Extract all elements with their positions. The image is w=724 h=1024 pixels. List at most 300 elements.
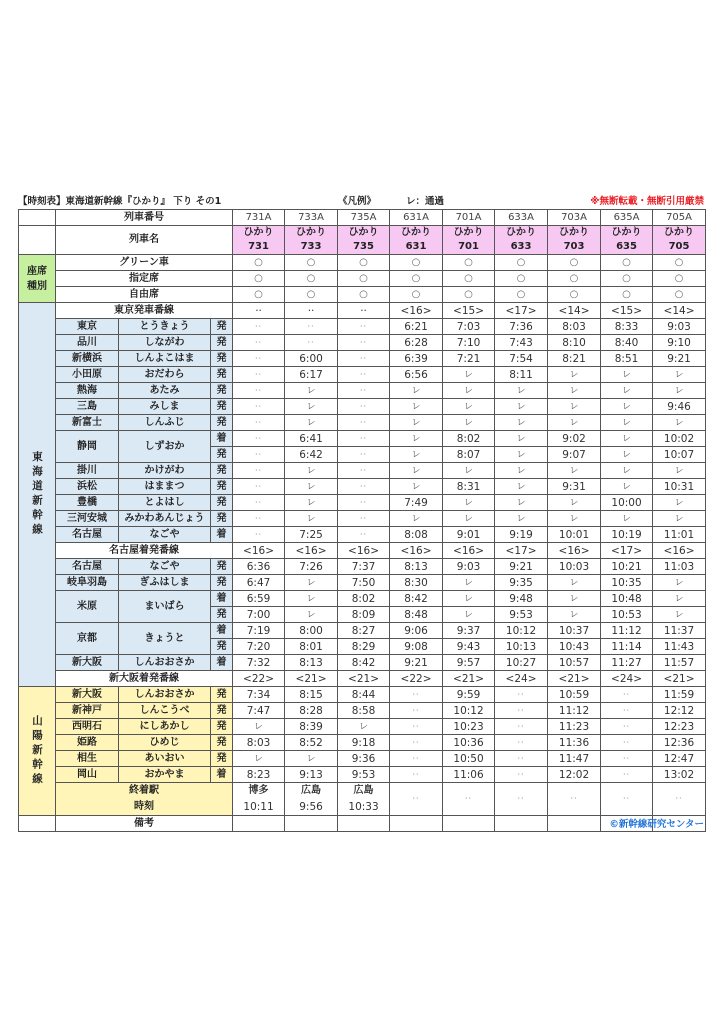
- station-kanji: 新大阪: [56, 655, 119, 671]
- time-cell: 8:13: [390, 559, 443, 575]
- terminal-cell: [285, 783, 338, 816]
- train-name-text: ひかり: [664, 227, 695, 238]
- time-cell: 12:23: [653, 719, 706, 735]
- seat-availability: ○: [233, 271, 285, 287]
- track-number: <17>: [495, 543, 548, 559]
- train-name-text: ひかり: [348, 227, 379, 238]
- terminal-cell: [233, 783, 285, 816]
- terminal-cell: [443, 783, 495, 816]
- time-cell: 7:00: [233, 607, 285, 623]
- page-title: 【時刻表】東海道新幹線『ひかり』 下り その1: [18, 196, 222, 207]
- track-number: <14>: [653, 303, 706, 319]
- arr-dep-marker: 発: [211, 319, 233, 335]
- time-cell: 9:01: [443, 527, 495, 543]
- time-cell: ··: [390, 751, 443, 767]
- time-cell: ··: [601, 767, 653, 783]
- station-kana: あたみ: [119, 383, 211, 399]
- arr-dep-marker: 発: [211, 639, 233, 655]
- arr-dep-marker: 着: [211, 527, 233, 543]
- seat-availability: ○: [601, 255, 653, 271]
- line-section: [19, 303, 56, 687]
- time-cell: 8:10: [548, 335, 601, 351]
- time-cell: レ: [390, 463, 443, 479]
- train-number: 705A: [653, 210, 706, 226]
- track-number: <21>: [548, 671, 601, 687]
- train-number: 703A: [548, 210, 601, 226]
- arr-dep-marker: 着: [211, 767, 233, 783]
- time-cell: 12:12: [653, 703, 706, 719]
- station-kanji: 三河安城: [56, 511, 119, 527]
- time-cell: レ: [601, 431, 653, 447]
- station-kana: おだわら: [119, 367, 211, 383]
- time-cell: レ: [338, 719, 390, 735]
- time-cell: 8:29: [338, 639, 390, 655]
- time-cell: ··: [338, 415, 390, 431]
- track-number: ··: [338, 303, 390, 319]
- time-cell: 9:08: [390, 639, 443, 655]
- time-cell: レ: [443, 415, 495, 431]
- train-name-number: 735: [353, 241, 374, 252]
- track-number: <21>: [285, 671, 338, 687]
- time-cell: 9:19: [495, 527, 548, 543]
- time-cell: 9:43: [443, 639, 495, 655]
- station-kanji: 岐阜羽島: [56, 575, 119, 591]
- time-cell: 9:53: [495, 607, 548, 623]
- station-kana: みかわあんじょう: [119, 511, 211, 527]
- time-cell: レ: [443, 511, 495, 527]
- station-kana: しんおおさか: [119, 655, 211, 671]
- time-cell: レ: [601, 511, 653, 527]
- time-cell: 10:03: [548, 559, 601, 575]
- track-number: <17>: [495, 303, 548, 319]
- time-cell: レ: [548, 367, 601, 383]
- time-cell: ··: [495, 767, 548, 783]
- station-kana: しながわ: [119, 335, 211, 351]
- seat-availability: ○: [548, 255, 601, 271]
- station-kana: まいばら: [119, 591, 211, 623]
- station-kanji: 相生: [56, 751, 119, 767]
- train-name-text: ひかり: [559, 227, 590, 238]
- station-kana: はままつ: [119, 479, 211, 495]
- time-cell: 11:36: [548, 735, 601, 751]
- remarks-cell: [233, 816, 285, 832]
- time-cell: ··: [390, 703, 443, 719]
- track-number: ··: [285, 303, 338, 319]
- timetable: [18, 209, 706, 832]
- blank-corner: [19, 226, 56, 255]
- time-cell: ··: [495, 735, 548, 751]
- remarks-cell: [285, 816, 338, 832]
- seat-availability: ○: [495, 255, 548, 271]
- time-cell: ··: [338, 431, 390, 447]
- time-cell: レ: [443, 399, 495, 415]
- time-cell: 8:01: [285, 639, 338, 655]
- arr-dep-marker: 発: [211, 495, 233, 511]
- station-kanji: 姫路: [56, 735, 119, 751]
- seat-availability: ○: [548, 271, 601, 287]
- time-cell: 11:23: [548, 719, 601, 735]
- arr-dep-marker: 発: [211, 703, 233, 719]
- time-cell: 10:21: [601, 559, 653, 575]
- station-kana: あいおい: [119, 751, 211, 767]
- time-cell: 12:47: [653, 751, 706, 767]
- time-cell: レ: [443, 591, 495, 607]
- time-cell: レ: [495, 383, 548, 399]
- track-number: <14>: [548, 303, 601, 319]
- remarks-cell: [443, 816, 495, 832]
- time-cell: レ: [601, 463, 653, 479]
- time-cell: レ: [285, 607, 338, 623]
- station-kana: しんふじ: [119, 415, 211, 431]
- remarks-cell: [338, 816, 390, 832]
- station-kana: ぎふはしま: [119, 575, 211, 591]
- time-cell: 8:21: [548, 351, 601, 367]
- seat-availability: ○: [390, 271, 443, 287]
- station-kanji: 静岡: [56, 431, 119, 463]
- arr-dep-marker: 着: [211, 623, 233, 639]
- time-cell: 9:10: [653, 335, 706, 351]
- arr-dep-marker: 発: [211, 447, 233, 463]
- train-name: [338, 226, 390, 255]
- train-number: 633A: [495, 210, 548, 226]
- time-cell: レ: [601, 479, 653, 495]
- time-cell: レ: [443, 575, 495, 591]
- time-cell: レ: [653, 591, 706, 607]
- time-cell: ··: [495, 719, 548, 735]
- station-kana: にしあかし: [119, 719, 211, 735]
- track-number: <21>: [338, 671, 390, 687]
- station-kana: しずおか: [119, 431, 211, 463]
- time-cell: 8:09: [338, 607, 390, 623]
- time-cell: ··: [338, 447, 390, 463]
- time-cell: 10:02: [653, 431, 706, 447]
- time-cell: ··: [233, 319, 285, 335]
- time-cell: 11:59: [653, 687, 706, 703]
- train-name-text: ひかり: [296, 227, 327, 238]
- time-cell: レ: [285, 383, 338, 399]
- time-cell: レ: [601, 383, 653, 399]
- seat-label-reserved: 指定席: [56, 271, 233, 287]
- terminal-station: ··: [622, 794, 631, 803]
- train-name-number: 731: [248, 241, 269, 252]
- time-cell: 8:42: [338, 655, 390, 671]
- terminal-cell: [601, 783, 653, 816]
- time-cell: 8:07: [443, 447, 495, 463]
- terminal-cell: [338, 783, 390, 816]
- time-cell: 11:12: [601, 623, 653, 639]
- time-cell: レ: [285, 751, 338, 767]
- time-cell: 11:01: [653, 527, 706, 543]
- train-name-number: 703: [563, 241, 585, 252]
- time-cell: レ: [653, 463, 706, 479]
- arr-dep-marker: 発: [211, 751, 233, 767]
- time-cell: レ: [548, 495, 601, 511]
- time-cell: 10:13: [495, 639, 548, 655]
- time-cell: ··: [233, 335, 285, 351]
- seat-availability: ○: [233, 255, 285, 271]
- station-kana: きょうと: [119, 623, 211, 655]
- time-cell: 8:03: [548, 319, 601, 335]
- time-cell: レ: [443, 367, 495, 383]
- time-cell: 10:37: [548, 623, 601, 639]
- time-cell: 6:59: [233, 591, 285, 607]
- train-name: [548, 226, 601, 255]
- time-cell: 10:50: [443, 751, 495, 767]
- time-cell: 8:51: [601, 351, 653, 367]
- terminal-time: 9:56: [299, 801, 323, 813]
- remarks-cell: [495, 816, 548, 832]
- time-cell: レ: [285, 399, 338, 415]
- track-number: <16>: [338, 543, 390, 559]
- train-name: [390, 226, 443, 255]
- track-number: <16>: [390, 543, 443, 559]
- time-cell: 8:08: [390, 527, 443, 543]
- time-cell: ··: [233, 495, 285, 511]
- time-cell: 7:10: [443, 335, 495, 351]
- seat-availability: ○: [285, 255, 338, 271]
- time-cell: 8:03: [233, 735, 285, 751]
- time-cell: 9:13: [285, 767, 338, 783]
- arr-dep-marker: 発: [211, 383, 233, 399]
- time-cell: 10:53: [601, 607, 653, 623]
- time-cell: 6:41: [285, 431, 338, 447]
- track-number: ··: [233, 303, 285, 319]
- station-kanji: 米原: [56, 591, 119, 623]
- time-cell: 8:30: [390, 575, 443, 591]
- time-cell: 7:47: [233, 703, 285, 719]
- time-cell: レ: [390, 399, 443, 415]
- time-cell: 9:06: [390, 623, 443, 639]
- terminal-cell: [390, 783, 443, 816]
- time-cell: ··: [338, 367, 390, 383]
- time-cell: 7:19: [233, 623, 285, 639]
- time-cell: 6:17: [285, 367, 338, 383]
- time-cell: ··: [601, 719, 653, 735]
- time-cell: 10:43: [548, 639, 601, 655]
- train-name-number: 705: [668, 241, 690, 252]
- seat-availability: ○: [390, 255, 443, 271]
- time-cell: 8:23: [233, 767, 285, 783]
- time-cell: 7:03: [443, 319, 495, 335]
- train-name-number: 633: [510, 241, 532, 252]
- train-name-text: ひかり: [611, 227, 642, 238]
- time-cell: 9:07: [548, 447, 601, 463]
- track-number: <16>: [548, 543, 601, 559]
- time-cell: ··: [285, 319, 338, 335]
- train-name-number: 733: [300, 241, 322, 252]
- seat-availability: ○: [495, 287, 548, 303]
- time-cell: 6:42: [285, 447, 338, 463]
- station-kanji: 名古屋: [56, 527, 119, 543]
- seat-type-section: 座席種別: [19, 255, 56, 303]
- seat-availability: ○: [653, 255, 706, 271]
- train-number: 701A: [443, 210, 495, 226]
- arr-dep-marker: 発: [211, 479, 233, 495]
- arr-dep-marker: 着: [211, 431, 233, 447]
- time-cell: 10:07: [653, 447, 706, 463]
- seat-availability: ○: [338, 255, 390, 271]
- time-cell: 8:13: [285, 655, 338, 671]
- time-cell: 9:21: [653, 351, 706, 367]
- station-kanji: 掛川: [56, 463, 119, 479]
- time-cell: ··: [338, 383, 390, 399]
- track-number: <22>: [390, 671, 443, 687]
- time-cell: レ: [653, 495, 706, 511]
- time-cell: レ: [653, 367, 706, 383]
- seat-availability: ○: [390, 287, 443, 303]
- time-cell: 8:33: [601, 319, 653, 335]
- line-section-label: 山陽新幹線: [31, 714, 43, 788]
- train-number: 735A: [338, 210, 390, 226]
- arr-dep-marker: 発: [211, 335, 233, 351]
- terminal-time: 10:11: [243, 801, 274, 813]
- time-cell: 10:01: [548, 527, 601, 543]
- arr-dep-marker: 着: [211, 591, 233, 607]
- blank-corner: [19, 816, 56, 832]
- time-cell: レ: [548, 415, 601, 431]
- time-cell: 8:58: [338, 703, 390, 719]
- time-cell: ··: [601, 735, 653, 751]
- time-cell: 11:27: [601, 655, 653, 671]
- time-cell: レ: [548, 607, 601, 623]
- arr-dep-marker: 発: [211, 559, 233, 575]
- station-kanji: 新大阪: [56, 687, 119, 703]
- terminal-time-label: 時刻: [134, 801, 155, 812]
- station-kanji: 新横浜: [56, 351, 119, 367]
- time-cell: ··: [233, 367, 285, 383]
- time-cell: 7:54: [495, 351, 548, 367]
- train-name-text: ひかり: [453, 227, 484, 238]
- track-label: 新大阪着発番線: [56, 671, 233, 687]
- time-cell: レ: [495, 431, 548, 447]
- time-cell: 10:23: [443, 719, 495, 735]
- station-kana: なごや: [119, 559, 211, 575]
- seat-availability: ○: [548, 287, 601, 303]
- time-cell: ··: [233, 447, 285, 463]
- train-number: 635A: [601, 210, 653, 226]
- terminal-time: 10:33: [348, 801, 379, 813]
- seat-availability: ○: [338, 287, 390, 303]
- time-cell: レ: [548, 575, 601, 591]
- terminal-station: ··: [517, 794, 525, 803]
- seat-availability: ○: [653, 271, 706, 287]
- time-cell: ··: [233, 415, 285, 431]
- time-cell: レ: [390, 479, 443, 495]
- seat-availability: ○: [285, 271, 338, 287]
- train-name-number: 701: [458, 241, 479, 252]
- time-cell: 10:12: [495, 623, 548, 639]
- time-cell: レ: [443, 495, 495, 511]
- remarks-label: 備考: [56, 816, 233, 832]
- time-cell: 6:39: [390, 351, 443, 367]
- seat-availability: ○: [601, 271, 653, 287]
- time-cell: 11:57: [653, 655, 706, 671]
- time-cell: 11:12: [548, 703, 601, 719]
- time-cell: ··: [285, 335, 338, 351]
- time-cell: ··: [233, 527, 285, 543]
- time-cell: レ: [495, 495, 548, 511]
- time-cell: レ: [390, 511, 443, 527]
- track-number: <16>: [443, 543, 495, 559]
- time-cell: 9:48: [495, 591, 548, 607]
- time-cell: 9:35: [495, 575, 548, 591]
- header: [18, 193, 706, 207]
- train-name-text: ひかり: [506, 227, 537, 238]
- time-cell: ··: [338, 335, 390, 351]
- time-cell: レ: [653, 575, 706, 591]
- station-kana: おかやま: [119, 767, 211, 783]
- time-cell: ··: [233, 399, 285, 415]
- time-cell: 7:32: [233, 655, 285, 671]
- arr-dep-marker: 発: [211, 351, 233, 367]
- copyright-footer: ©新幹線研究センター: [609, 819, 704, 830]
- time-cell: ··: [233, 511, 285, 527]
- arr-dep-marker: 発: [211, 607, 233, 623]
- station-kana: みしま: [119, 399, 211, 415]
- time-cell: ··: [338, 319, 390, 335]
- seat-availability: ○: [233, 287, 285, 303]
- station-kana: なごや: [119, 527, 211, 543]
- time-cell: 11:37: [653, 623, 706, 639]
- time-cell: 8:02: [443, 431, 495, 447]
- time-cell: 6:21: [390, 319, 443, 335]
- seat-availability: ○: [443, 271, 495, 287]
- train-name-label: 列車名: [56, 226, 233, 255]
- time-cell: レ: [548, 591, 601, 607]
- train-number: 631A: [390, 210, 443, 226]
- station-kanji: 浜松: [56, 479, 119, 495]
- time-cell: 8:00: [285, 623, 338, 639]
- seat-availability: ○: [495, 271, 548, 287]
- time-cell: 7:37: [338, 559, 390, 575]
- track-number: <24>: [495, 671, 548, 687]
- terminal-station: ··: [675, 794, 683, 803]
- time-cell: レ: [495, 399, 548, 415]
- time-cell: 9:21: [495, 559, 548, 575]
- time-cell: ··: [338, 479, 390, 495]
- time-cell: ··: [338, 463, 390, 479]
- time-cell: 6:28: [390, 335, 443, 351]
- time-cell: レ: [443, 463, 495, 479]
- arr-dep-marker: 発: [211, 735, 233, 751]
- time-cell: 11:14: [601, 639, 653, 655]
- time-cell: ··: [390, 767, 443, 783]
- time-cell: 11:47: [548, 751, 601, 767]
- time-cell: ··: [233, 431, 285, 447]
- time-cell: ··: [338, 399, 390, 415]
- time-cell: 9:37: [443, 623, 495, 639]
- train-number: 731A: [233, 210, 285, 226]
- copyright-notice: ※無断転載・無断引用厳禁: [590, 196, 704, 207]
- time-cell: レ: [548, 399, 601, 415]
- terminal-station-label: 終着駅: [129, 785, 160, 796]
- track-number: <24>: [601, 671, 653, 687]
- terminal-station: 広島: [353, 785, 374, 796]
- track-number: <21>: [443, 671, 495, 687]
- seat-availability: ○: [601, 287, 653, 303]
- seat-availability: ○: [443, 287, 495, 303]
- track-number: <16>: [233, 543, 285, 559]
- time-cell: レ: [601, 399, 653, 415]
- legend-label: 《凡例》: [338, 196, 377, 207]
- time-cell: 8:48: [390, 607, 443, 623]
- line-section: [19, 687, 56, 816]
- station-kanji: 熱海: [56, 383, 119, 399]
- time-cell: ··: [233, 463, 285, 479]
- time-cell: 11:03: [653, 559, 706, 575]
- time-cell: レ: [495, 463, 548, 479]
- track-label: 東京発車番線: [56, 303, 233, 319]
